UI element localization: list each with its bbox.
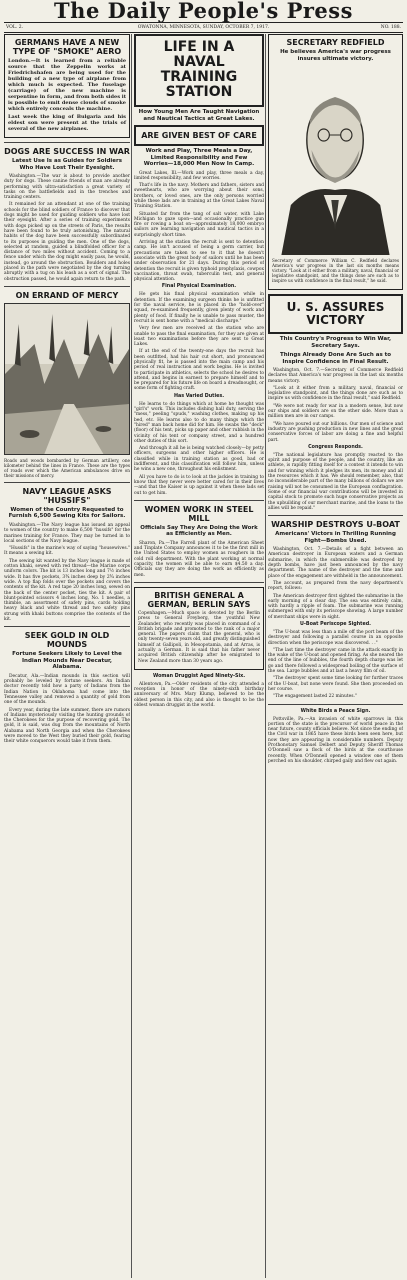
divider bbox=[268, 515, 403, 516]
article-body: "The destroyer spent some time looking for further traces of the U-boat, but none were found. She then proceeded on her course. bbox=[268, 676, 403, 692]
article-body: He gets his final physical examination while in detention. If the examining surgeon thinks he is unfitted for the naval service, he is placed in the "hold-over" squad, re-examined frequently, given plenty of work and plenty of food. If finally he is unable to pass muster, the recruit is sent home with a "medical discharge." bbox=[134, 292, 264, 324]
article-body: Situated far from the tang of salt water, with Lake Michigan to gaze upon—and occasionally practice gun fire or rowing a boat on—approximately 18,000 embryo sailors are learning navigation and nautical tactics in a surprisingly short time. bbox=[134, 211, 264, 238]
article-body: The American destroyer first sighted the submarine in the early morning of a clear day. The sea was entirely calm, with hardly a ripple of foam. The submarine was running submerged with only its periscope showing. A large number of merchant ships were in sight. bbox=[268, 593, 403, 620]
subheadline: Fortune Seekers Likely to Level the Indian Mounds Near Decatur, Alabama. bbox=[12, 651, 122, 671]
article-body: The account, as prepared from the navy department's report, follows: bbox=[268, 580, 403, 592]
subheadline: Work and Play, Three Meals a Day, Limited Responsibility and Few Worries—18,000 Men Now In Camp. bbox=[143, 148, 255, 167]
article-women-steel-mill bbox=[134, 505, 264, 578]
photo-caption: Secretary of Commerce William C. Redfield declares America's war progress in the last six months means victory. "Look at it either from a military, naval, financial or legislative standpoint, and the things done are such as to inspire us with confidence in the final result," he said. bbox=[272, 258, 399, 283]
divider bbox=[268, 704, 403, 705]
divider bbox=[4, 626, 130, 627]
headline: NAVY LEAGUE ASKS "HUSSIFS" bbox=[22, 486, 112, 505]
photo-caption: Roads and woods bombarded by German artillery, one kilometer behind the lines in France. These are the types of roads over which the American ambulances drive on their missions of mercy. bbox=[4, 457, 130, 478]
article-body: Washington.—The war is about to provide another duty for dogs. These canine friends of man are already performing with ultra-satisfaction a great variety of tasks on the battlefields and in the trenches and training centers. bbox=[4, 174, 130, 201]
article-errand-of-mercy bbox=[4, 291, 130, 478]
subheadline: Women of the Country Requested to Furnish 6,500 Sewing Kits for Sailors. bbox=[8, 506, 126, 520]
article-body: "The national legislature has promptly reacted to the spirit and purpose of the people, and the country, like an athlete, is rapidly fitting itself for a contest it intends to win and for winning which it pledges its men, its money and all the resources which it has. We should remember, also, that no inconsiderable part of the many billions of dollars we are raising will not be consumed in the European conflagration. Some of our financial war contributions will be invested in capital stock to promote such huge conservative projects as the upbuilding of our merchant marine, and the loans to the allies will be repaid." bbox=[268, 452, 403, 511]
article-germans-smoke-aero bbox=[4, 34, 130, 138]
subheadline: How Young Men Are Taught Navigation and Nautical Tactics at Great Lakes. bbox=[138, 109, 260, 122]
article-us-assures-victory bbox=[268, 294, 403, 511]
divider bbox=[4, 482, 130, 483]
masthead-title: The Daily People's Press bbox=[54, 0, 353, 23]
article-body: Washington, Oct. 7.—Secretary of Commerce Redfield declares that America's war progress in the last six months means victory. bbox=[268, 368, 403, 384]
column-rule bbox=[131, 34, 132, 1278]
headline: Woman Druggist Aged Ninety-Six. bbox=[152, 673, 246, 679]
headline: LIFE IN A NAVAL TRAINING STATION bbox=[160, 39, 238, 100]
article-british-general bbox=[134, 587, 264, 670]
dateline-bar bbox=[4, 22, 403, 33]
article-body: Pottsville, Pa.—An invasion of white sparrows in this portion of the state is the precursor of world peace in the near future, county officials believe. Not since the ending of the Civil war in 1865 have these birds been seen here, but now they are appearing in considerable numbers. Deputy Prothonotary Samuel Delbert and Deputy Sheriff Thomas O'Donnell saw a flock of the birds at the courthouse recently. When O'Donnell opened a window one of them perched on his shoulder, chirped gaily and flew out again. bbox=[268, 716, 403, 764]
issue-number: NO. 188. bbox=[380, 25, 401, 30]
headline: DOGS ARE SUCCESS IN WAR bbox=[4, 147, 130, 156]
article-body: Decatur, Ala.—Indian mounds in this section will probably be leveled by fortune seekers. An Indian doctor recently told how a party of Indians from the Indian Nation in Oklahoma had come into the Tennessee valley and removed a quantity of gold from one of the mounds. bbox=[4, 673, 130, 706]
headline: White Birds a Peace Sign. bbox=[300, 708, 371, 714]
headline: WARSHIP DESTROYS U-BOAT bbox=[271, 520, 400, 530]
divider bbox=[134, 582, 264, 583]
article-body: The sewing kit wanted by the Navy league is made of cotton khaki, sewed with red thread—the Marine corps uniform colors. The kit is 13 inches long and 7½ inches wide. It has five pockets, 3¾ inches deep by 2¾ inches wide. A top flap folds over the pockets and covers the contents of the kit. A red tape 20 inches long, sewed on the back of the center pocket, ties the kit. A pair of blunt-pointed scissors 4 inches long, No. 1 needles, a thimble, an assortment of safety pins, cards holding heavy black and white thread and two safety pins strung with khaki buttons comprise the contents of the kit. bbox=[4, 558, 130, 622]
column-rule bbox=[265, 34, 266, 1278]
article-dogs-in-war bbox=[4, 147, 130, 282]
article-body: All you have to do is to look at the jackies in training to know that they never were better cared for in their lives—and that the Kaiser is up against it when these lads set out to get him. bbox=[134, 474, 264, 496]
article-body: If at the end of the twenty-one days the recruit has been outfitted, had his hair cut short, and pronounced physically fit, he is passed into the main camp and his period of real instruction and work begins. He is invited to participate in athletics, selects the school he desires to attend, and begins in earnest to prepare himself and to be prepared for his future life on board a dreadnought, or some form of fighting craft. bbox=[134, 349, 264, 392]
section-subhead: U-Boat Periscope Sighted. bbox=[300, 621, 371, 627]
article-body: He learns to do things which at home he thought was "girl's" work. This includes dishing hall duty, serving the "mess," peeling "spuds," washing clothes, making up his bed, etc. He learns also to do many things which the "hired" man back home did for him. He swabs the "deck" (floor) of his tent, picks up paper and other rubbish in the vicinity of his tent or company street, and a hundred other duties of this sort. bbox=[134, 401, 264, 444]
article-woman-druggist bbox=[134, 674, 264, 708]
section-subhead: Congress Responds. bbox=[308, 444, 363, 450]
article-body: And through it all he is being watched closely—by petty officers, surgeons and other higher officers. He is classified while in training station as good, bad or indifferent, and this classification will follow him, unless he wins a new one, throughout his enlistment. bbox=[134, 446, 264, 473]
article-body: "Hussifs" in the marine's way of saying "housewives." It means a sewing kit. bbox=[4, 546, 130, 557]
headline: SEEK GOLD IN OLD MOUNDS bbox=[24, 631, 110, 650]
article-body: Copenhagen.—Much space is devoted by the Berlin press to General Freyberg, the youthful New Zealander, who recently was placed in command of a British brigade and promoted to the rank of a major general. The papers claim that the general, who is only twenty-seven years old, and greatly distinguished himself at Gallipoli, in Mesopotamia, and at Arras, is actually a German. It is said that his father never acquired British citizenship after he emigrated to New Zealand more than 30 years ago. bbox=[138, 610, 260, 664]
article-body: Every year, during the late summer, there are rumors of Indians mysteriously visiting the hunting grounds of the Cherokees for the purpose of recovering gold. The gold, it is said, was dug from the mountains of North Alabama and North Georgia and when the Cherokees were moved to the West they buried their gold, fearing their white conquerors would take it from them. bbox=[4, 707, 130, 745]
subheadline: Latest Use Is as Guides for Soldiers Who Have Lost Their Eyesight. bbox=[11, 158, 123, 171]
photo-bombarded-road bbox=[4, 303, 130, 455]
article-body: Washington, Oct. 7.—Details of a fight between an American destroyer in European waters and a German submarine, in which the submersible was destroyed by depth bombs, have just been announced by the navy department. The name of the destroyer and the time and place of the engagement are withheld in the announcement. bbox=[268, 547, 403, 579]
article-body: "The last time the destroyer came in the attack exactly in the wake of the U-boat and opened firing. As she neared the end of the line of bubbles, the fourth depth charge was let go and there followed a widespread boiling of the surface of the sea. Large bubbles and at last a heavy film of oil. bbox=[268, 647, 403, 675]
article-body: Allentown, Pa.—Older residents of the city attended a reception in honor of the ninety-sixth birthday anniversary of Mrs. Mary Klump, believed to be the oldest person in this city, and also is thought to be the oldest woman druggist in the world. bbox=[134, 681, 264, 709]
section-subhead: Final Physical Examination. bbox=[161, 284, 237, 290]
subheadline: Americans' Victors in Thrilling Running Fight—Bombs Used. bbox=[275, 531, 396, 544]
column-3 bbox=[268, 34, 403, 1278]
subheadline: Officials Say They Are Doing the Work as Efficiently as Men. bbox=[140, 524, 258, 538]
article-body: Arriving at the station the recruit is sent to detention camp. He isn't accused of being a germ carrier, but precautions are taken to see to it that he doesn't associate with the great body of sailors until he has been under observation for 21 days. During this period of detention the recruit is given typhoid prophylaxis, cowpox vaccination, throat swab, tuberculin test, and general physical attention. bbox=[134, 240, 264, 283]
article-body: "The U-boat was less than a mile off the port beam of the destroyer and following a parallel course in an opposite direction when the periscope was discovered. . ." bbox=[268, 629, 403, 646]
volume-label: VOL. 2. bbox=[6, 25, 24, 30]
article-body: Very few men are received at the station who are unable to pass the final examination, for they are given at least two examinations before they are sent to Great Lakes. bbox=[134, 326, 264, 348]
subheadline: He believes America's war progress insures ultimate victory. bbox=[280, 49, 391, 62]
article-body: "We were not ready for war in a modern sense, but now our ships and soldiers are on the other side. More than a million men are in our camps. bbox=[268, 403, 403, 420]
banner-headline: ARE GIVEN BEST OF CARE bbox=[141, 131, 257, 140]
article-body: "The engagement lasted 22 minutes." bbox=[273, 694, 357, 700]
headline: GERMANS HAVE A NEW TYPE OF "SMOKE" AERO bbox=[12, 38, 122, 56]
headline-box bbox=[134, 34, 264, 107]
column-1 bbox=[4, 34, 130, 1278]
headline: WOMEN WORK IN STEEL MILL bbox=[144, 504, 254, 523]
divider bbox=[4, 286, 130, 287]
headline-box bbox=[268, 294, 403, 334]
article-gold-in-mounds bbox=[4, 631, 130, 744]
article-secretary-redfield bbox=[268, 34, 403, 290]
article-body: Last week the king of Bulgaria and his eldest son were present at the trials of several of the new airplanes. bbox=[8, 114, 126, 132]
article-white-birds bbox=[268, 709, 403, 765]
article-navy-league-hussifs bbox=[4, 487, 130, 622]
article-body: Washington.—The Navy league has issued an appeal to women of the country to make 6,500 "hussifs" for the marines training for France. They may be turned in to local sections of the Navy league. bbox=[4, 522, 130, 544]
article-body: Sharon, Pa.—The Farrell plant of the American Sheet and Tinplate Company announces it to be the first mill in the United States to employ women as roughers in the cold roll department. With the plant working at normal capacity, the women will be able to earn $4.50 a day. Officials say they are doing the work as efficiently as men. bbox=[134, 540, 264, 578]
subheadline: Things Already Done Are Such as to Inspire Confidence in Final Result. bbox=[279, 352, 392, 365]
article-warship-destroys-uboat bbox=[268, 520, 403, 699]
headline: BRITISH GENERAL A GERMAN, BERLIN SAYS bbox=[147, 590, 251, 609]
banner-box bbox=[134, 125, 264, 146]
headline: SECRETARY REDFIELD bbox=[286, 38, 385, 47]
article-body: Great Lakes, Ill.—Work and play, three meals a day, limited responsibility, and few worries. bbox=[134, 170, 264, 181]
subheadline: This Country's Progress to Win War, Secretary Says. bbox=[279, 336, 392, 349]
portrait-redfield bbox=[272, 65, 399, 255]
dateline-text: OWATONNA, MINNESOTA, SUNDAY, OCTOBER 7, 1917. bbox=[137, 25, 270, 30]
headline: U. S. ASSURES VICTORY bbox=[286, 300, 385, 327]
article-body: "Look at it either from a military, naval, financial or legislative standpoint, and the things done are such as to inspire us with confidence in the final result," said Redfield. bbox=[268, 385, 403, 402]
section-subhead: Has Varied Duties. bbox=[173, 393, 225, 399]
divider bbox=[134, 500, 264, 501]
article-body: "We have poured out our billions. Our men of science and industry are pushing production in new lines and the great conservative forces of labor are doing a fine and helpful part. bbox=[268, 421, 403, 443]
headline: ON ERRAND OF MERCY bbox=[15, 290, 119, 300]
divider bbox=[4, 142, 130, 143]
article-body: London.—It is learned from a reliable source that the Zeppelin works at Friedrichshafen are being used for the building of a new type of airplane from which much is expected. The fuselage (carriage) of the new machine is serpentine in form, and from both sides it is possible to emit dense clouds of smoke which entirely conceals the machine. bbox=[8, 58, 126, 112]
article-naval-training-station bbox=[134, 34, 264, 496]
column-2 bbox=[134, 34, 264, 1278]
article-body: That's life in the navy. Mothers and fathers, sisters and sweethearts, who are worrying about their sons, brothers, or loved ones, are the only persons worried while these lads are in training at the Great Lakes Naval Training Station. bbox=[134, 183, 264, 210]
article-body: It remained for an attendant at one of the training schools for the blind soldiers of France to discover that dogs might be used for guiding soldiers who have lost their eyesight. After a series of training experiments with dogs picked up on the streets of Paris, the results have been found to be truly astonishing. The natural habits of the dog have been successfully subordinated to its purposes in guiding the men. One of the dogs, selected at random, guided a blindfolded officer for a distance of two miles without accident. Coming to a fence under which the dog might easily pass, he would, instead, go around the obstruction. Boulders and holes placed in the path were negotiated by the dog turning abruptly with a tug on his leash as a sort of signal. The obstruction passed, he would again return to the path. bbox=[4, 202, 130, 282]
